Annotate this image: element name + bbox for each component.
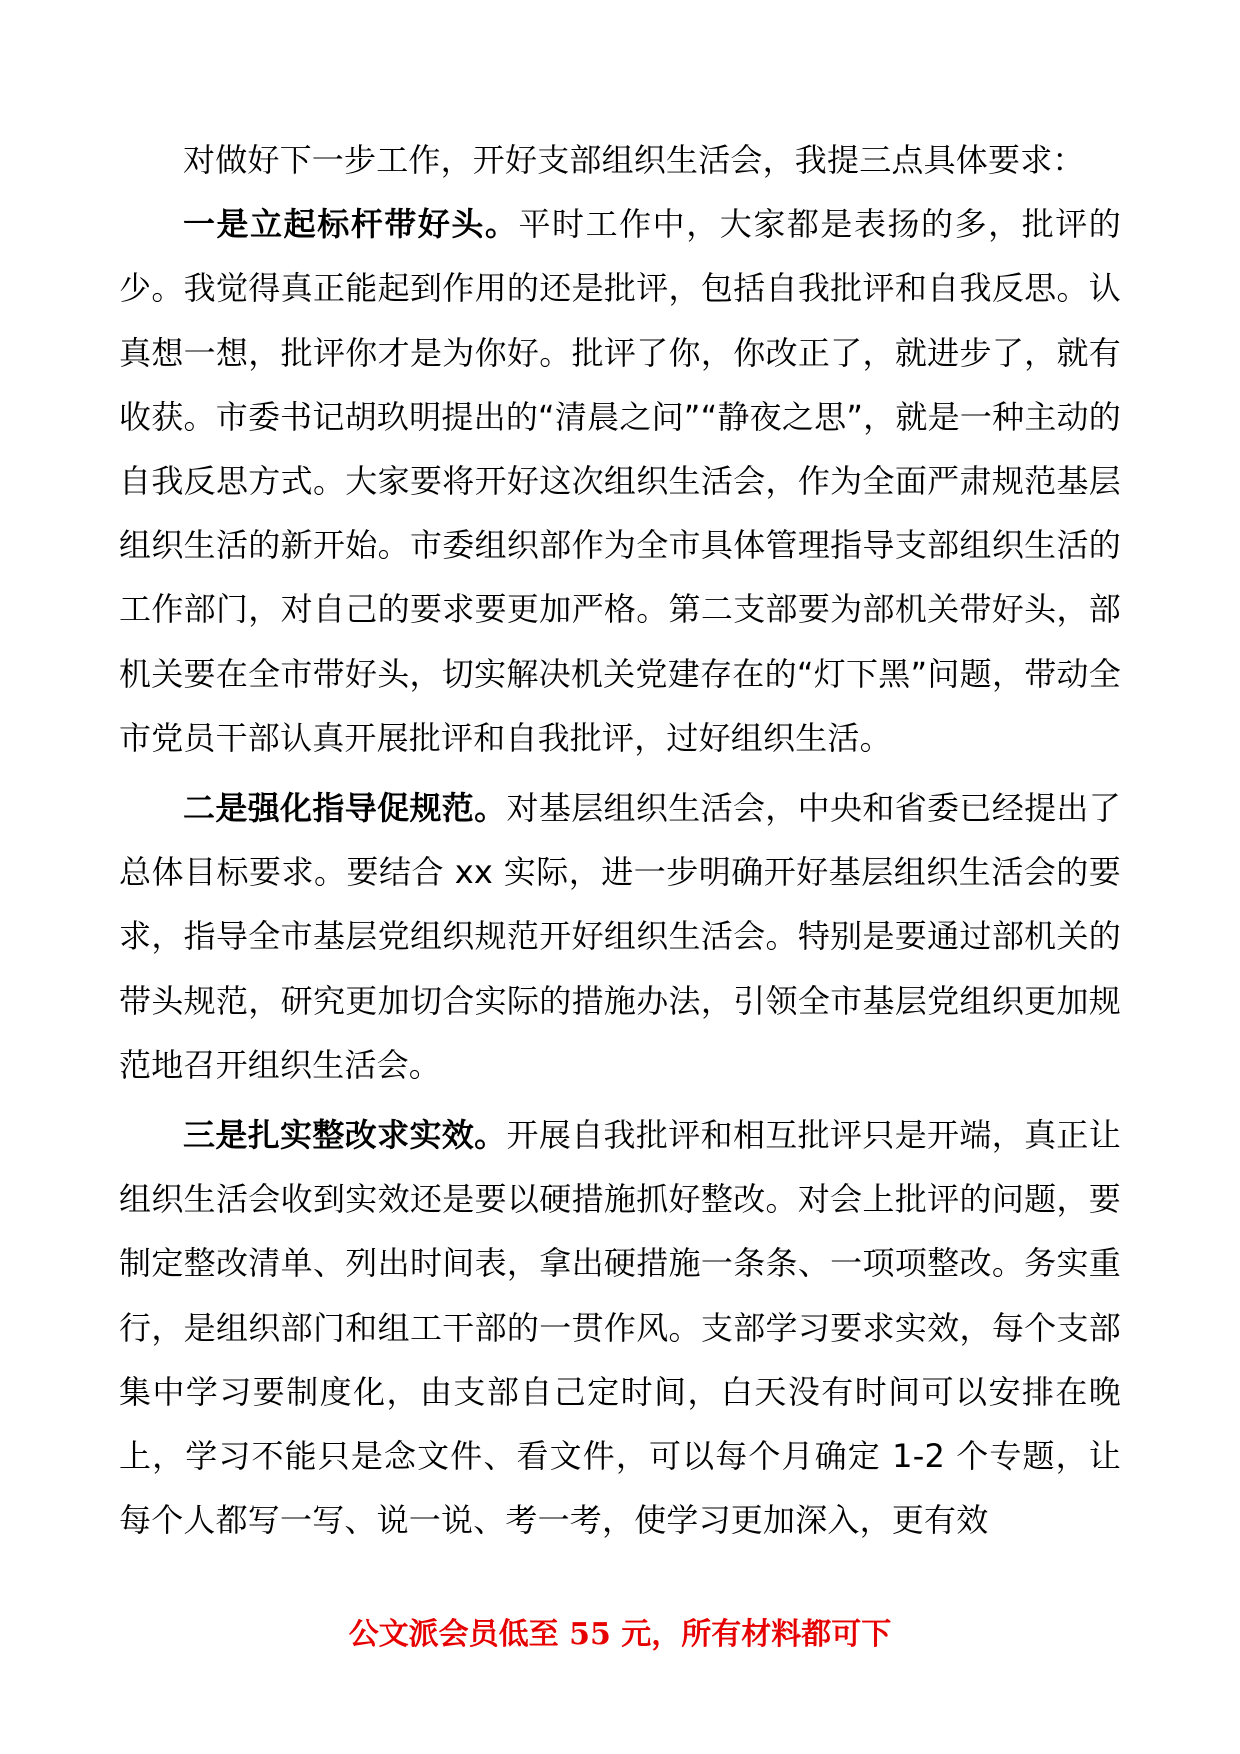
membership-ad-banner: 公文派会员低至 55 元，所有材料都可下 (348, 1617, 892, 1652)
section-paragraph-2 (119, 776, 1121, 1097)
section-text-2: 对基层组织生活会，中央和省委已经提出了总体目标要求。要结合 xx 实际，进一步明确开好基层组织生活会的要求，指导全市基层党组织规范开好组织生活会。特别是要通过部机关的带头规范，研究更加切合实际的措施办法，引领全市基层党组织更加规范地召开组织生活会。 (119, 789, 1121, 1084)
document-body (119, 128, 1121, 1552)
section-heading-1: 一是立起标杆带好头。 (183, 205, 519, 244)
section-text-3: 开展自我批评和相互批评只是开端，真正让组织生活会收到实效还是要以硬措施抓好整改。对会上批评的问题，要制定整改清单、列出时间表，拿出硬措施一条条、一项项整改。务实重行，是组织部门和组工干部的一贯作风。支部学习要求实效，每个支部集中学习要制度化，由支部自己定时间，白天没有时间可以安排在晚上，学习不能只是念文件、看文件，可以每个月确定 1-2 个专题，让每个人都写一写、说一说、考一考，使学习更加深入，更有效 (119, 1116, 1121, 1540)
section-paragraph-3 (119, 1103, 1121, 1552)
section-heading-3: 三是扎实整改求实效。 (183, 1116, 507, 1155)
intro-paragraph: 对做好下一步工作，开好支部组织生活会，我提三点具体要求： (183, 141, 1085, 179)
section-paragraph-1 (119, 192, 1121, 770)
section-heading-2: 二是强化指导促规范。 (183, 789, 507, 828)
section-text-1: 平时工作中，大家都是表扬的多，批评的少。我觉得真正能起到作用的还是批评，包括自我批评和自我反思。认真想一想，批评你才是为你好。批评了你，你改正了，就进步了，就有收获。市委书记胡玖明提出的“清晨之问”“静夜之思”，就是一种主动的自我反思方式。大家要将开好这次组织生活会，作为全面严肃规范基层组织生活的新开始。市委组织部作为全市具体管理指导支部组织生活的工作部门，对自己的要求要更加严格。第二支部要为部机关带好头，部机关要在全市带好头，切实解决机关党建存在的“灯下黑”问题，带动全市党员干部认真开展批评和自我批评，过好组织生活。 (119, 205, 1121, 757)
